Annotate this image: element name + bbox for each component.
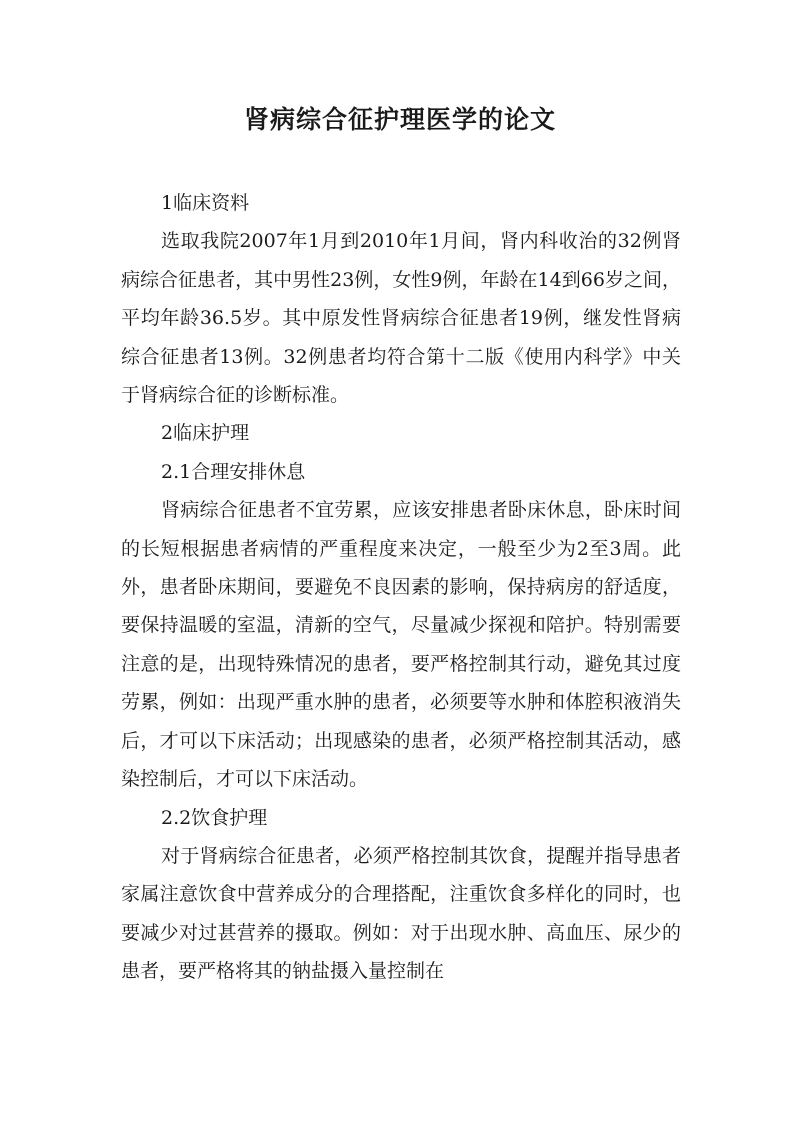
subsection-heading-diet: 2.2饮食护理	[161, 806, 268, 829]
paragraph-diet: 对于肾病综合征患者，必须严格控制其饮食，提醒并指导患者家属注意饮食中营养成分的合理搭配，注重饮食多样化的同时，也要减少对过甚营养的摄取。例如：对于出现水肿、高血压、尿少的患者，要严格将其的钠盐摄入量控制在	[121, 844, 681, 983]
paragraph-rest: 肾病综合征患者不宜劳累，应该安排患者卧床休息，卧床时间的长短根据患者病情的严重程度来决定，一般至少为2至3周。此外，患者卧床期间，要避免不良因素的影响，保持病房的舒适度，要保持温暖的室温，清新的空气，尽量减少探视和陪护。特别需要注意的是，出现特殊情况的患者，要严格控制其行动，避免其过度劳累，例如：出现严重水肿的患者，必须要等水肿和体腔积液消失后，才可以下床活动；出现感染的患者，必须严格控制其活动，感染控制后，才可以下床活动。	[121, 499, 681, 791]
paragraph-clinical-data: 选取我院2007年1月到2010年1月间，肾内科收治的32例肾病综合征患者，其中男性23例，女性9例，年龄在14到66岁之间，平均年龄36.5岁。其中原发性肾病综合征患者19例，继发性肾病综合征患者13例。32例患者均符合第十二版《使用内科学》中关于肾病综合征的诊断标准。	[121, 230, 681, 407]
subsection-heading-rest: 2.1合理安排休息	[161, 460, 306, 483]
document-title: 肾病综合征护理医学的论文	[243, 105, 556, 134]
document-body	[121, 184, 681, 991]
section-heading-clinical-data: 1临床资料	[161, 192, 250, 214]
section-heading-clinical-nursing: 2临床护理	[161, 422, 250, 445]
